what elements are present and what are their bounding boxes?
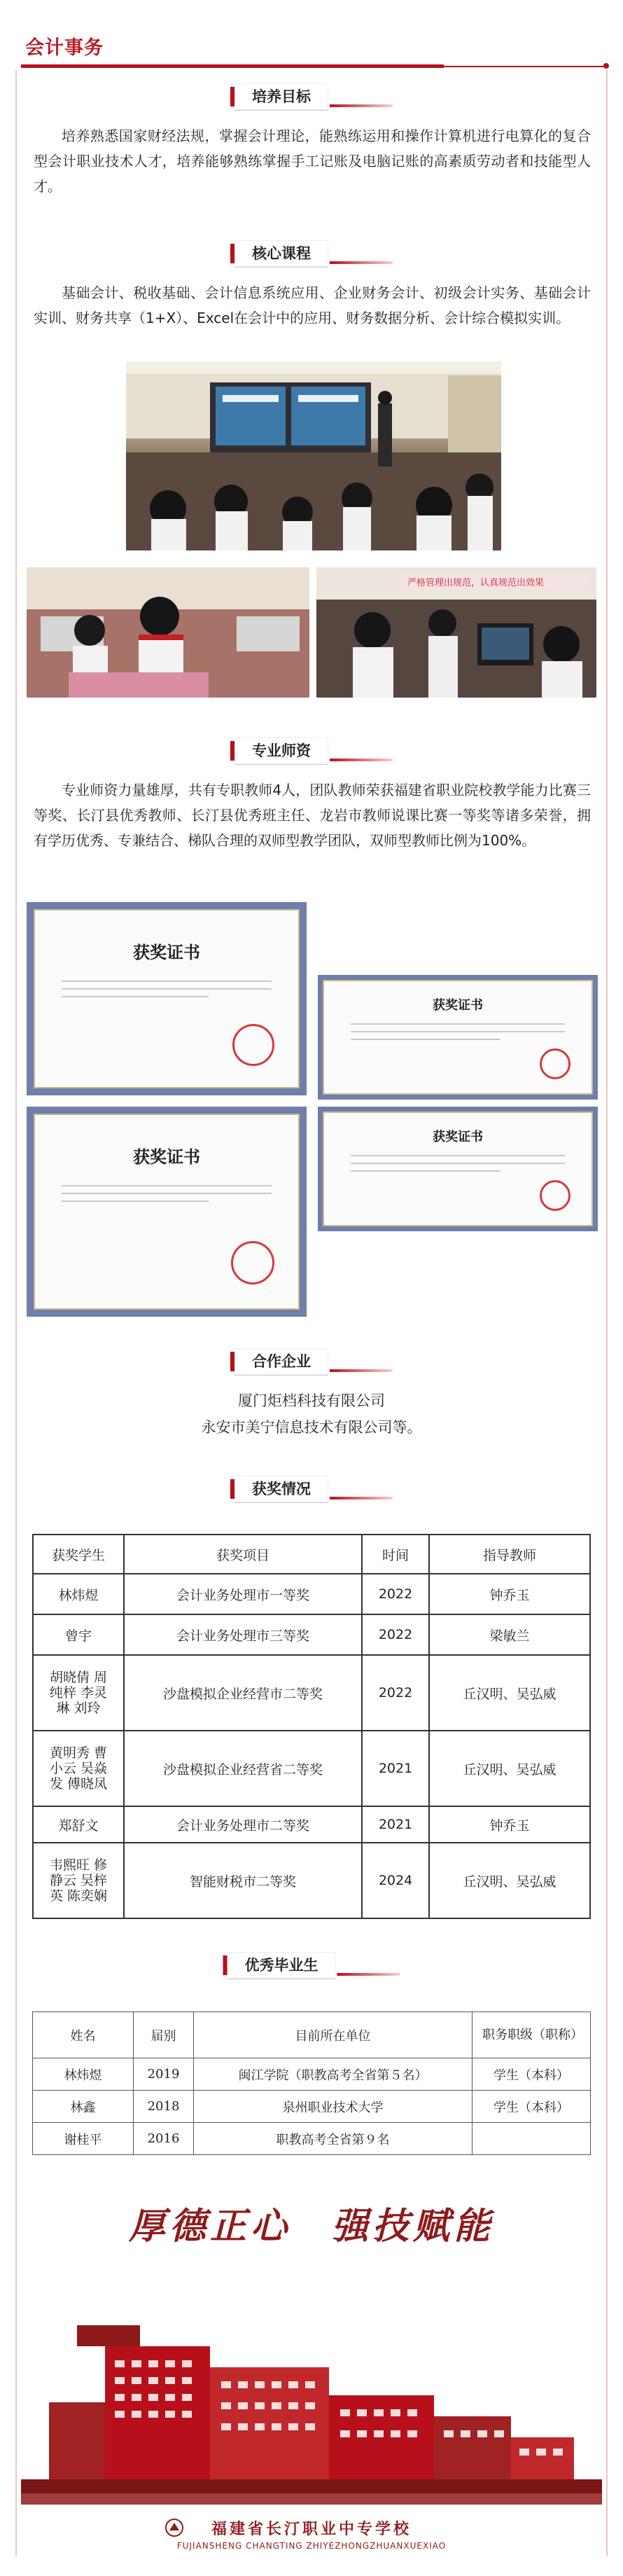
certificate-1-title: 获奖证书: [133, 943, 200, 962]
badge-tail: [330, 1497, 393, 1500]
award-project: 智能财税市二等奖: [124, 1843, 362, 1918]
partner-company-2: 永安市美宁信息技术有限公司等。: [201, 1419, 422, 1436]
award-teacher: 丘汉明、吴弘威: [429, 1731, 590, 1806]
section-title-courses: 核心课程: [234, 240, 328, 267]
grad-name: 林炜煜: [33, 2058, 134, 2091]
lab-photo-right: [316, 567, 596, 698]
certificate-4-text: [351, 1155, 565, 1178]
award-project: 会计业务处理市二等奖: [124, 1806, 362, 1843]
table-row: [33, 1614, 590, 1655]
section-title-goal: 培养目标: [234, 83, 328, 110]
grad-title: 学生（本科）: [472, 2091, 591, 2123]
certificate-2: [27, 1107, 307, 1317]
awards-table-header: [33, 1535, 590, 1574]
section-title-awards: 获奖情况: [234, 1476, 328, 1502]
classroom-illustration: [126, 361, 501, 550]
grad-name: 谢桂平: [33, 2123, 134, 2155]
school-building-illustration: [21, 2304, 602, 2514]
grad-title: [472, 2123, 591, 2155]
certificate-1-frame: [34, 909, 300, 1088]
school-motto: 厚德正心 强技赋能: [128, 2205, 494, 2248]
badge-tail: [330, 104, 393, 107]
grad-title: 学生（本科）: [472, 2058, 591, 2091]
classroom-photo: [126, 361, 501, 550]
certificate-2-frame: [34, 1114, 300, 1310]
section-badge-awards: [230, 1475, 393, 1503]
certificate-1-seal: [232, 1024, 274, 1066]
awards-header-project: 获奖项目: [124, 1535, 362, 1574]
partner-company-1: 厦门炬档科技有限公司: [238, 1392, 385, 1409]
grad-header-name: 姓名: [33, 2012, 134, 2058]
section-badge-partners: [230, 1348, 393, 1376]
grad-header-year: 届别: [134, 2012, 194, 2058]
right-border: [606, 70, 608, 2556]
award-teacher: 丘汉明、吴弘威: [429, 1655, 590, 1731]
certificate-3: [318, 975, 598, 1100]
awards-table: [32, 1534, 591, 1919]
courses-paragraph: 基础会计、税收基础、会计信息系统应用、企业财务会计、初级会计实务、基础会计实训、财务共享（1+X）、Excel在会计中的应用、财务数据分析、会计综合模拟实训。: [34, 284, 591, 326]
grad-header-title: 职务职级（职称）: [472, 2012, 591, 2058]
section-badge-graduates: [223, 1951, 400, 1979]
title-underline-thin: [444, 66, 605, 67]
awards-header-students: 获奖学生: [33, 1535, 124, 1574]
badge-tail: [330, 759, 393, 761]
table-row: [33, 2123, 591, 2155]
certificate-2-title: 获奖证书: [133, 1147, 200, 1167]
section-title-graduates: 优秀毕业生: [227, 1952, 336, 1979]
grad-unit: 职教高考全省第９名: [194, 2123, 472, 2155]
award-year: 2022: [362, 1614, 429, 1655]
award-teacher: 钟乔玉: [429, 1806, 590, 1843]
certificate-4-seal: [540, 1180, 570, 1211]
school-name-en: FUJIANSHENG CHANGTING ZHIYEZHONGZHUANXUEXIAO: [176, 2541, 447, 2551]
lab-photo-left: [27, 567, 309, 698]
certificate-2-seal: [231, 1241, 274, 1284]
certificate-4-title: 获奖证书: [433, 1130, 483, 1144]
award-students: 黄明秀 曹小云 吴焱发 傅晓凤: [33, 1731, 124, 1806]
grad-year: 2019: [134, 2058, 194, 2091]
left-border: [15, 70, 17, 2556]
lab-illustration-left: [27, 567, 309, 698]
certificate-1: [27, 902, 307, 1095]
award-teacher: 钟乔玉: [429, 1574, 590, 1614]
grad-year: 2018: [134, 2091, 194, 2123]
badge-tail: [330, 1369, 393, 1372]
certificate-3-text: [351, 1023, 565, 1046]
award-project: 会计业务处理市三等奖: [124, 1614, 362, 1655]
title-underline: [21, 64, 444, 68]
grad-unit: 闽江学院（职教高考全省第５名）: [194, 2058, 472, 2091]
award-year: 2021: [362, 1731, 429, 1806]
award-students: 林炜煜: [33, 1574, 124, 1614]
awards-header-year: 时间: [362, 1535, 429, 1574]
section-title-teachers: 专业师资: [234, 738, 328, 764]
grad-header-unit: 目前所在单位: [194, 2012, 472, 2058]
table-row: [33, 1655, 590, 1731]
award-project: 沙盘模拟企业经营省二等奖: [124, 1731, 362, 1806]
section-badge-goal: [230, 83, 393, 111]
title-underline-dot: [603, 63, 609, 69]
awards-header-teacher: 指导教师: [429, 1535, 590, 1574]
badge-tail: [330, 261, 393, 264]
award-students: 韦熙旺 修静云 吴梓英 陈奕娴: [33, 1843, 124, 1918]
certificate-2-text: [62, 1185, 272, 1208]
award-year: 2021: [362, 1806, 429, 1843]
grad-name: 林鑫: [33, 2091, 134, 2123]
section-badge-courses: [230, 240, 393, 268]
graduates-table-header: [33, 2012, 591, 2058]
award-teacher: 梁敏兰: [429, 1614, 590, 1655]
grad-year: 2016: [134, 2123, 194, 2155]
lab-banner-slogan: 严格管理出规范，认真规范出效果: [407, 578, 545, 588]
section-badge-teachers: [230, 737, 393, 765]
award-year: 2024: [362, 1843, 429, 1918]
table-row: [33, 1731, 590, 1806]
award-year: 2022: [362, 1574, 429, 1614]
table-row: [33, 1574, 590, 1614]
table-row: [33, 2058, 591, 2091]
table-row: [33, 1806, 590, 1843]
award-students: 郑舒文: [33, 1806, 124, 1843]
award-teacher: 丘汉明、吴弘威: [429, 1843, 590, 1918]
page-title: 会计事务: [25, 37, 104, 59]
grad-unit: 泉州职业技术大学: [194, 2091, 472, 2123]
award-students: 曾宇: [33, 1614, 124, 1655]
certificate-1-text: [62, 981, 272, 1004]
school-name: 福建省长汀职业中专学校: [211, 2520, 412, 2538]
award-students: 胡晓倩 周纯梓 李灵琳 刘玲: [33, 1655, 124, 1731]
section-title-partners: 合作企业: [234, 1348, 328, 1375]
table-row: [33, 1843, 590, 1918]
award-project: 沙盘模拟企业经营市二等奖: [124, 1655, 362, 1731]
graduates-table: [32, 2011, 591, 2155]
certificate-4-frame: [323, 1112, 593, 1226]
table-row: [33, 2091, 591, 2123]
goal-paragraph: 培养熟悉国家财经法规，掌握会计理论，能熟练运用和操作计算机进行电算化的复合型会计职业技术人才，培养能够熟练掌握手工记账及电脑记账的高素质劳动者和技能型人才。: [34, 127, 591, 195]
certificate-3-title: 获奖证书: [433, 998, 483, 1013]
lab-illustration-right: [316, 567, 596, 698]
badge-tail: [337, 1973, 400, 1976]
award-project: 会计业务处理市一等奖: [124, 1574, 362, 1614]
teachers-paragraph: 专业师资力量雄厚，共有专职教师4人，团队教师荣获福建省职业院校教学能力比赛三等奖、长汀县优秀教师、长汀县优秀班主任、龙岩市教师说课比赛一等奖等诸多荣誉，拥有学历优秀、专兼结合、梯队合理的双师型教学团队，双师型教师比例为100%。: [34, 782, 591, 849]
certificate-3-seal: [540, 1048, 570, 1079]
certificate-3-frame: [323, 980, 593, 1095]
certificate-4: [318, 1107, 598, 1231]
award-year: 2022: [362, 1655, 429, 1731]
